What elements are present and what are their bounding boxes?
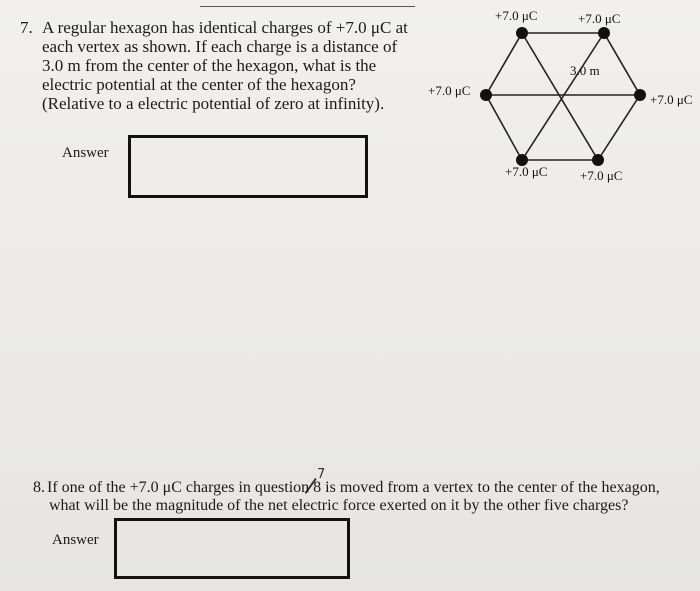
charge-label: +7.0 μC — [580, 168, 623, 183]
question-line: what will be the magnitude of the net electric force exerted on it by the other five charges? — [49, 497, 629, 514]
charge-dot — [592, 154, 604, 166]
question-line: each vertex as shown. If each charge is a distance of — [42, 37, 398, 56]
charge-dot — [516, 27, 528, 39]
answer-label: Answer — [62, 145, 109, 161]
question-line: A regular hexagon has identical charges of +7.0 μC at — [42, 18, 408, 37]
charge-label: +7.0 μC — [578, 11, 621, 26]
question-line: electric potential at the center of the hexagon? — [42, 75, 356, 94]
answer-label: Answer — [52, 532, 99, 548]
hexagon-edge — [486, 33, 522, 95]
charge-dot — [480, 89, 492, 101]
hexagon-edge — [486, 95, 522, 160]
charge-label: +7.0 μC — [650, 92, 693, 107]
question-number: 8. — [33, 479, 45, 496]
charge-label: +7.0 μC — [495, 8, 538, 23]
answer-box-q8[interactable] — [114, 518, 350, 579]
handwritten-correction: 7 — [317, 467, 326, 482]
charge-label: +7.0 μC — [428, 83, 471, 98]
question-line: If one of the +7.0 μC charges in question 8 is moved from a vertex to the center of the hexagon, — [47, 479, 660, 496]
charge-label: +7.0 μC — [505, 164, 548, 179]
hexagon-edge — [598, 95, 640, 160]
charge-dot — [598, 27, 610, 39]
charge-dot — [634, 89, 646, 101]
hexagon-edge — [604, 33, 640, 95]
question-number: 7. — [20, 18, 33, 37]
question-line: (Relative to a electric potential of zero at infinity). — [42, 94, 385, 113]
distance-label: 3.0 m — [570, 63, 600, 78]
question-line: 3.0 m from the center of the hexagon, what is the — [42, 56, 377, 75]
